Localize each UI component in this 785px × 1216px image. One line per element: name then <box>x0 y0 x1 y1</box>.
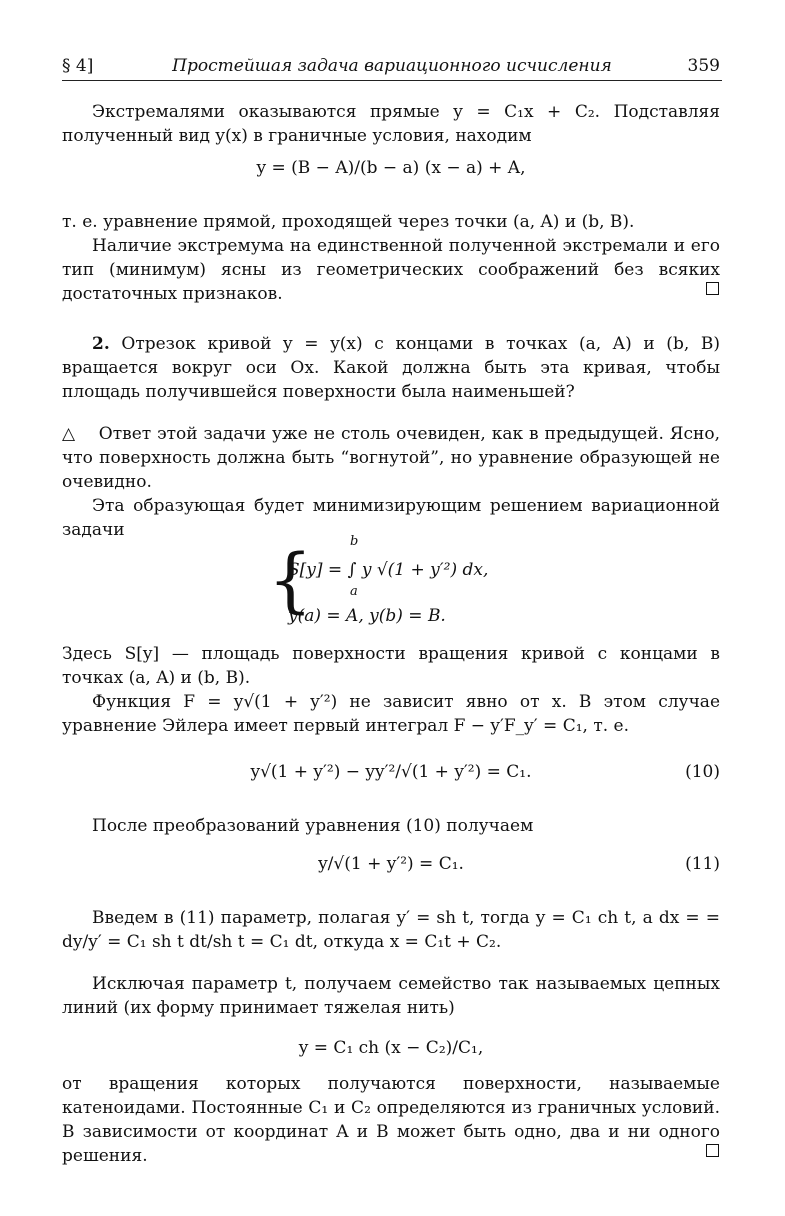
problem-number: 2. <box>92 334 110 354</box>
page-number: 359 <box>687 56 720 76</box>
end-of-proof-icon-2 <box>706 1144 719 1157</box>
paragraph-catenoids: от вращения которых получаются поверхности, называемые катеноидами. Постоянные C₁ и C₂ определяются из граничных условий. В зависимости от координат A и B может быть одно, два и ни одного решения. <box>62 1074 720 1166</box>
end-of-proof-icon <box>706 282 719 295</box>
integral-upper-limit: b <box>350 534 359 549</box>
paragraph-parameter-substitution: Введем в (11) параметр, полагая y′ = sh t, тогда y = C₁ ch t, а dx = = dy/y′ = C₁ sh t dt/sh t = C₁ dt, откуда x = C₁t + C₂. <box>62 908 720 952</box>
integral-lower-limit: a <box>350 584 358 599</box>
problem-text: Отрезок кривой y = y(x) с концами в точках (a, A) и (b, B) вращается вокруг оси Ox. Какой должна быть эта кривая, чтобы площадь получившейся поверхности была наименьшей? <box>62 334 720 402</box>
equation-catenary: y = C₁ ch (x − C₂)/C₁, <box>298 1038 484 1058</box>
paragraph-catenary-family: Исключая параметр t, получаем семейство так называемых цепных линий (их форму принимает тяжелая нить) <box>62 974 720 1018</box>
variational-system <box>62 534 720 630</box>
equation-10 <box>62 762 720 782</box>
system-brace: { <box>268 539 313 621</box>
answer-intro-text: Ответ этой задачи уже не столь очевиден, как в предыдущей. Ясно, что поверхность должна быть “вогнутой”, но уравнение образующей не очевидно. <box>62 424 720 492</box>
paragraph-answer-intro <box>62 422 720 494</box>
equation-11 <box>62 854 720 874</box>
equation-10-body: y√(1 + y′²) − yy′²/√(1 + y′²) = C₁. <box>250 762 532 782</box>
paragraph-surface-area: Здесь S[y] — площадь поверхности вращения кривой с концами в точках (a, A) и (b, B). <box>62 644 720 688</box>
running-title: Простейшая задача вариационного исчисления <box>172 56 612 76</box>
paragraph-line-through-points: т. е. уравнение прямой, проходящей через точки (a, A) и (b, B). <box>62 212 635 232</box>
section-ref: § 4] <box>62 56 94 76</box>
paragraph-variational-problem: Эта образующая будет минимизирующим решением вариационной задачи <box>62 496 720 540</box>
equation-10-number: (10) <box>685 762 720 782</box>
paragraph-extremum-type: Наличие экстремума на единственной полученной экстремали и его тип (минимум) ясны из геометрических соображений без всяких достаточных признаков. <box>62 236 720 304</box>
equation-11-number: (11) <box>685 854 720 874</box>
paragraph-extremals: Экстремалями оказываются прямые y = C₁x + C₂. Подставляя полученный вид y(x) в граничные условия, находим <box>62 102 720 146</box>
system-equation-2: y(a) = A, y(b) = B. <box>288 606 446 626</box>
system-equation-1: S[y] = ∫ y √(1 + y′²) dx, <box>288 560 489 580</box>
equation-11-body: y/√(1 + y′²) = C₁. <box>318 854 464 874</box>
running-header <box>62 56 722 81</box>
triangle-icon: △ <box>62 424 76 444</box>
paragraph-euler-equation: Функция F = y√(1 + y′²) не зависит явно от x. В этом случае уравнение Эйлера имеет первый интеграл F − y′F_y′ = C₁, т. е. <box>62 692 720 736</box>
problem-statement <box>62 332 720 404</box>
equation-line-solution: y = (B − A)/(b − a) (x − a) + A, <box>256 158 526 178</box>
paragraph-after-transform: После преобразований уравнения (10) получаем <box>92 816 534 836</box>
